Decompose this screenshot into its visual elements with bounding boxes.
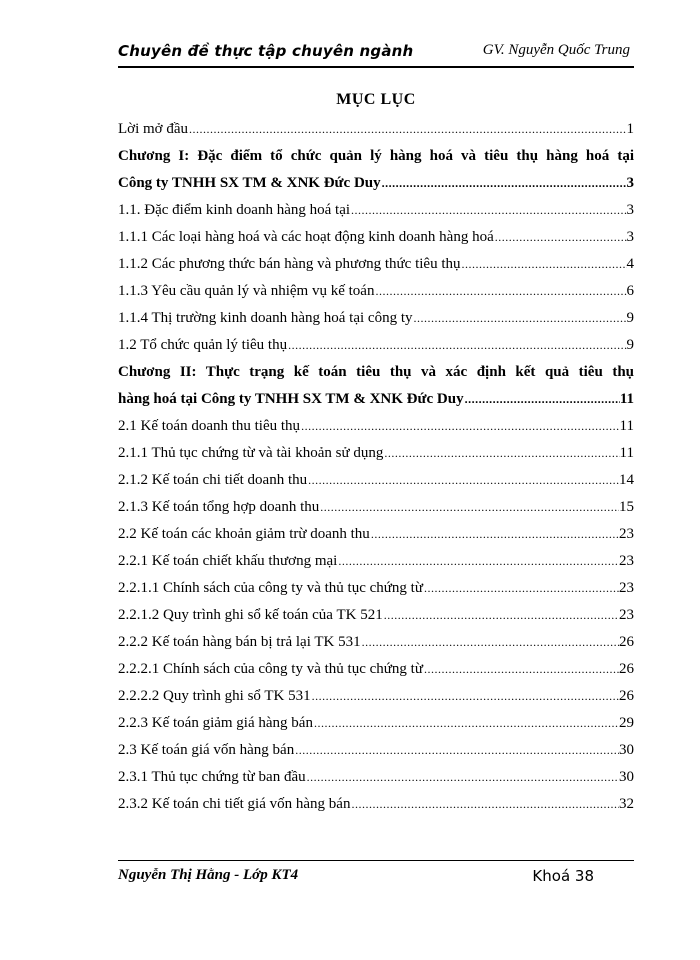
toc-entry-2-3[interactable]: 2.3 Kế toán giá vốn hàng bán ..... 30 (118, 737, 634, 764)
toc-entry-1-2[interactable]: 1.2 Tổ chức quản lý tiêu thụ ..... 9 (118, 332, 634, 359)
toc-entry-2-3-1[interactable]: 2.3.1 Thủ tục chứng từ ban đầu ..... 30 (118, 764, 634, 791)
toc-entry-2-2-1-1[interactable]: 2.2.1.1 Chính sách của công ty và thủ tục chứng từ ..... 23 (118, 575, 634, 602)
toc-entry-chapter-1-line-2[interactable]: Công ty TNHH SX TM & XNK Đức Duy ..... 3 (118, 170, 634, 197)
toc-entry-2-2-2-2[interactable]: 2.2.2.2 Quy trình ghi sổ TK 531 ..... 26 (118, 683, 634, 710)
footer-cohort: Khoá 38 (532, 867, 594, 885)
toc-entry-2-2-1-2[interactable]: 2.2.1.2 Quy trình ghi sổ kế toán của TK 521 ..... 23 (118, 602, 634, 629)
toc-entry-intro[interactable]: Lời mở đầu ..... 1 (118, 116, 634, 143)
table-of-contents (118, 116, 634, 818)
toc-entry-2-2-2-1[interactable]: 2.2.2.1 Chính sách của công ty và thủ tục chứng từ ..... 26 (118, 656, 634, 683)
toc-entry-2-1-3[interactable]: 2.1.3 Kế toán tổng hợp doanh thu ..... 15 (118, 494, 634, 521)
toc-entry-2-1-1[interactable]: 2.1.1 Thủ tục chứng từ và tài khoản sử dụng ..... 11 (118, 440, 634, 467)
toc-entry-2-2-2[interactable]: 2.2.2 Kế toán hàng bán bị trả lại TK 531 ..... 26 (118, 629, 634, 656)
toc-entry-1-1-4[interactable]: 1.1.4 Thị trường kinh doanh hàng hoá tại công ty ..... 9 (118, 305, 634, 332)
toc-entry-1-1-3[interactable]: 1.1.3 Yêu cầu quản lý và nhiệm vụ kế toán ..... 6 (118, 278, 634, 305)
header-instructor: GV. Nguyễn Quốc Trung (482, 42, 630, 58)
toc-entry-1-1[interactable]: 1.1. Đặc điểm kinh doanh hàng hoá tại ..... 3 (118, 197, 634, 224)
toc-entry-chapter-2-line-2[interactable]: hàng hoá tại Công ty TNHH SX TM & XNK Đức Duy ..... 11 (118, 386, 634, 413)
toc-entry-1-1-2[interactable]: 1.1.2 Các phương thức bán hàng và phương thức tiêu thụ ..... 4 (118, 251, 634, 278)
toc-entry-chapter-2-line-1[interactable]: Chương II: Thực trạng kế toán tiêu thụ và xác định kết quả tiêu thụ (118, 364, 634, 380)
toc-entry-chapter-1-line-1[interactable]: Chương I: Đặc điểm tổ chức quản lý hàng hoá và tiêu thụ hàng hoá tại (118, 148, 634, 164)
toc-entry-2-2[interactable]: 2.2 Kế toán các khoản giảm trừ doanh thu ..... 23 (118, 521, 634, 548)
toc-title: MỤC LỤC (336, 91, 416, 108)
toc-entry-2-3-2[interactable]: 2.3.2 Kế toán chi tiết giá vốn hàng bán ..... 32 (118, 791, 634, 818)
toc-entry-2-1-2[interactable]: 2.1.2 Kế toán chi tiết doanh thu ..... 14 (118, 467, 634, 494)
header-course-title: Chuyên đề thực tập chuyên ngành (118, 42, 414, 60)
toc-entry-1-1-1[interactable]: 1.1.1 Các loại hàng hoá và các hoạt động kinh doanh hàng hoá ..... 3 (118, 224, 634, 251)
page-footer (118, 860, 634, 887)
toc-entry-2-2-3[interactable]: 2.2.3 Kế toán giảm giá hàng bán ..... 29 (118, 710, 634, 737)
page-header (118, 38, 634, 68)
toc-entry-2-1[interactable]: 2.1 Kế toán doanh thu tiêu thụ ..... 11 (118, 413, 634, 440)
footer-author: Nguyễn Thị Hằng - Lớp KT4 (118, 867, 299, 883)
toc-entry-2-2-1[interactable]: 2.2.1 Kế toán chiết khấu thương mại ..... 23 (118, 548, 634, 575)
